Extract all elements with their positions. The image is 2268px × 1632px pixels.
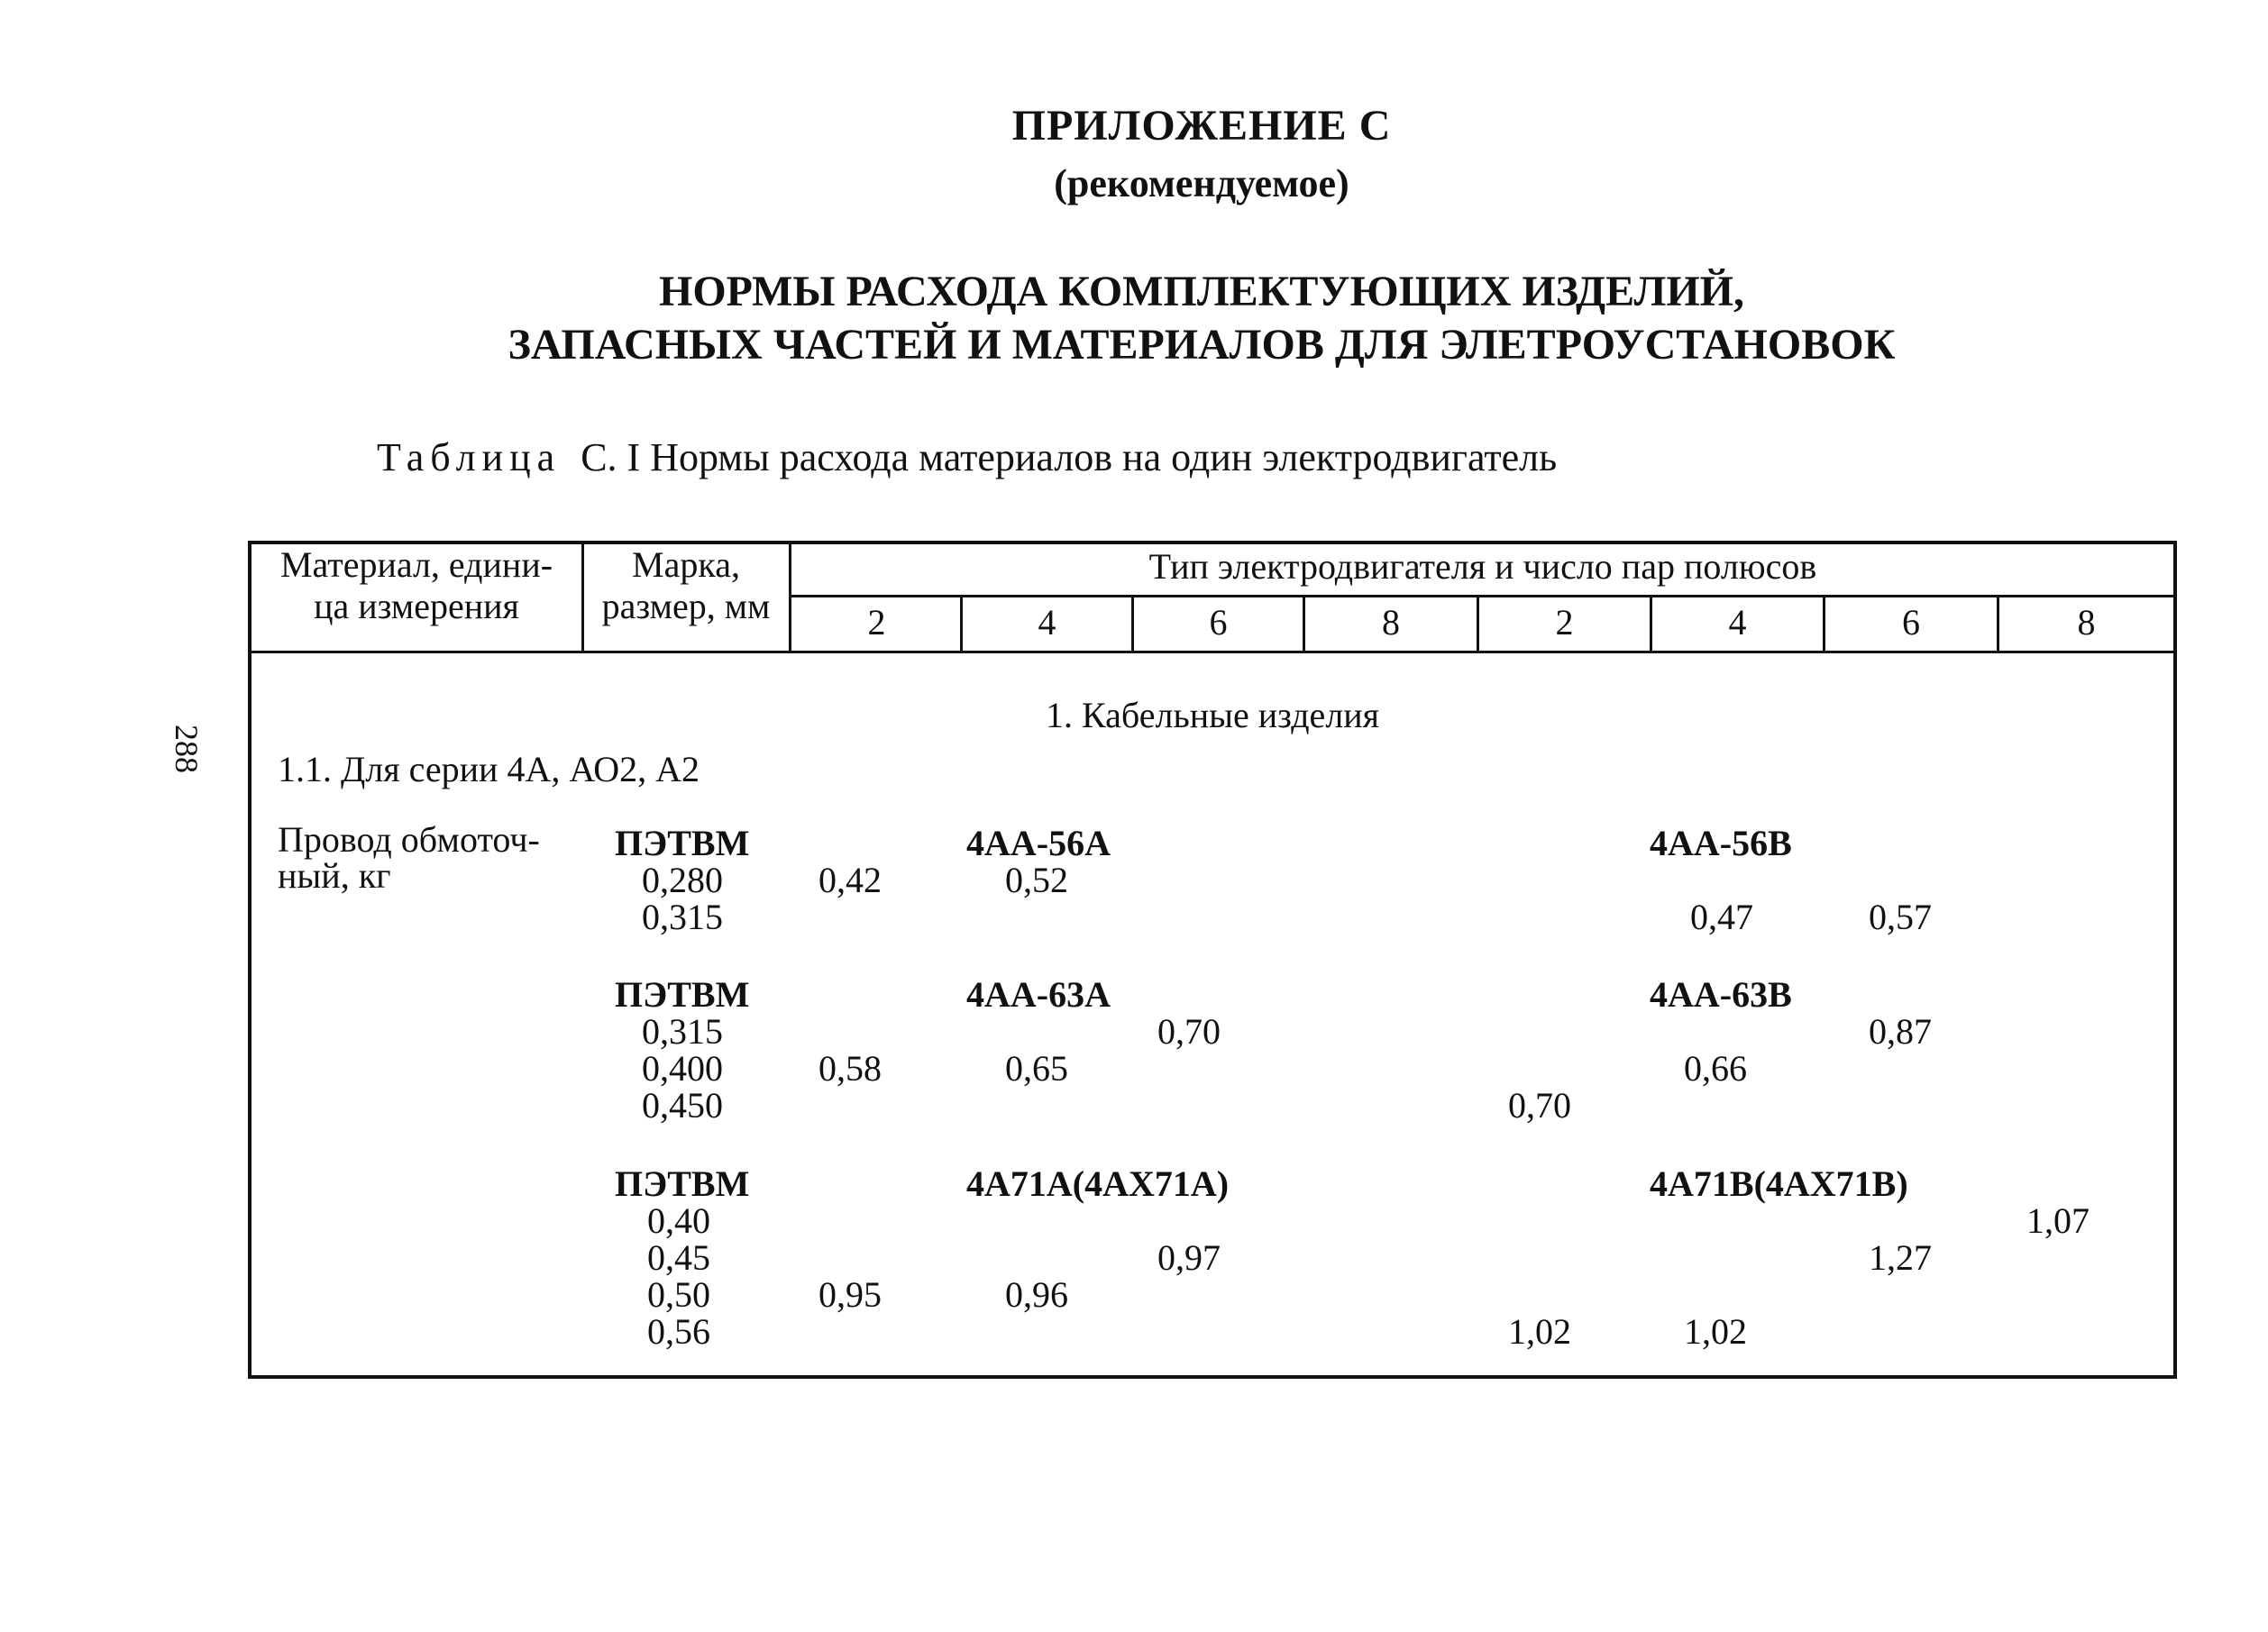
document-title-line-1: НОРМЫ РАСХОДА КОМПЛЕКТУЮЩИХ ИЗДЕЛИЙ, <box>658 268 1744 315</box>
norm-value: 0,97 <box>1157 1237 1221 1278</box>
norm-value: 0,65 <box>1005 1048 1068 1089</box>
table-caption <box>377 434 1557 480</box>
header-pole: 8 <box>2077 602 2096 643</box>
caption-label: Таблица <box>377 435 562 479</box>
wire-size: 0,45 <box>647 1237 710 1278</box>
appendix-status: (рекомендуемое) <box>1054 161 1349 205</box>
header-divider-motor <box>789 595 2177 597</box>
header-col-divider <box>789 541 791 652</box>
header-bottom-line <box>248 651 2177 653</box>
norm-value: 0,52 <box>1005 860 1068 900</box>
caption-number: С. I <box>581 435 641 479</box>
wire-brand: ПЭТВМ <box>615 974 750 1015</box>
norm-value: 0,58 <box>818 1048 882 1089</box>
material-name: Провод обмоточ- ный, кг <box>278 819 540 896</box>
header-pole: 2 <box>1555 602 1574 643</box>
norm-value: 0,96 <box>1005 1274 1068 1315</box>
appendix-title: ПРИЛОЖЕНИЕ С <box>1011 102 1392 150</box>
norm-value: 0,57 <box>1869 897 1932 937</box>
header-pole: 6 <box>1902 602 1920 643</box>
wire-brand: ПЭТВМ <box>615 823 750 863</box>
motor-model: 4АА-63А <box>966 974 1111 1015</box>
header-pole: 8 <box>1382 602 1400 643</box>
subsection-title: 1.1. Для серии 4А, АО2, А2 <box>278 749 700 789</box>
wire-size: 0,50 <box>647 1274 710 1315</box>
header-pole: 2 <box>867 602 886 643</box>
norm-value: 1,02 <box>1508 1311 1571 1352</box>
header-motor-type: Тип электродвигателя и число пар полюсов <box>1148 546 1817 587</box>
norm-value: 1,27 <box>1869 1237 1932 1278</box>
motor-model: 4А71В(4АХ71В) <box>1650 1163 1908 1204</box>
header-pole: 4 <box>1728 602 1747 643</box>
norm-value: 0,70 <box>1157 1011 1221 1052</box>
wire-size: 0,280 <box>642 860 723 900</box>
wire-size: 0,450 <box>642 1085 723 1126</box>
wire-size: 0,315 <box>642 1011 723 1052</box>
wire-brand: ПЭТВМ <box>615 1163 750 1204</box>
motor-model: 4АА-63В <box>1650 974 1792 1015</box>
norm-value: 0,42 <box>818 860 882 900</box>
header-brand: Марка, размер, мм <box>601 544 771 626</box>
section-title: 1. Кабельные изделия <box>1046 695 1380 735</box>
norm-value: 0,87 <box>1869 1011 1932 1052</box>
caption-text: Нормы расхода материалов на один электродвигатель <box>650 435 1558 479</box>
norm-value: 0,95 <box>818 1274 882 1315</box>
wire-size: 0,400 <box>642 1048 723 1089</box>
wire-size: 0,56 <box>647 1311 710 1352</box>
norm-value: 1,07 <box>2026 1200 2090 1241</box>
motor-model: 4АА-56А <box>966 823 1111 863</box>
norm-value: 0,47 <box>1690 897 1753 937</box>
header-col-divider <box>581 541 584 652</box>
motor-model: 4А71А(4АХ71А) <box>966 1163 1230 1204</box>
header-material: Материал, едини- ца измерения <box>279 544 553 626</box>
motor-model: 4АА-56В <box>1650 823 1792 863</box>
norm-value: 0,70 <box>1508 1085 1571 1126</box>
document-title-line-2: ЗАПАСНЫХ ЧАСТЕЙ И МАТЕРИАЛОВ ДЛЯ ЭЛЕТРОУСТАНОВОК <box>508 321 1896 369</box>
header-pole: 6 <box>1209 602 1228 643</box>
wire-size: 0,40 <box>647 1200 710 1241</box>
wire-size: 0,315 <box>642 897 723 937</box>
header-pole: 4 <box>1038 602 1056 643</box>
norm-value: 0,66 <box>1684 1048 1747 1089</box>
norm-value: 1,02 <box>1684 1311 1747 1352</box>
page-number: 288 <box>169 725 205 773</box>
